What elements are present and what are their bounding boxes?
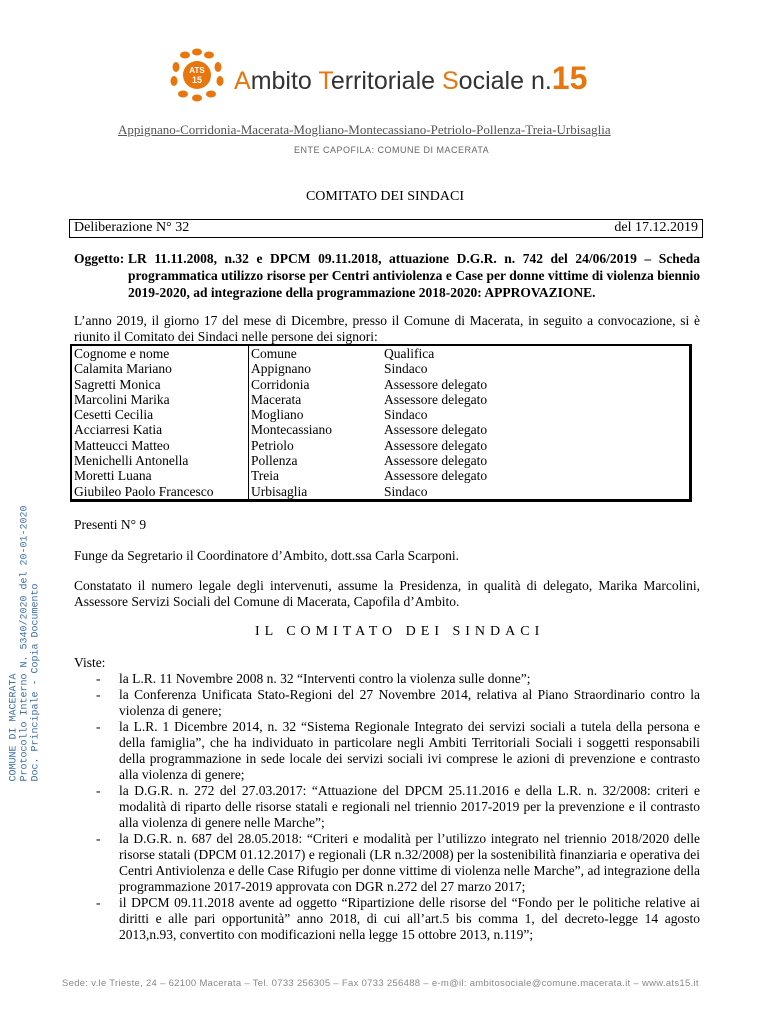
member-name: Calamita Mariano [72,361,249,376]
member-comune: Petriolo [251,437,294,453]
members-header-cell: Comune [251,346,297,361]
member-qualifica: Sindaco [384,407,428,423]
visti-item-text: la L.R. 1 Dicembre 2014, n. 32 “Sistema Regionale Integrato dei servizi sociali a tutela della persona e della famiglia”, che ha individuato in particolare negli Ambiti Territoriali Sociali i soggetti responsabili della programmazione in sede locale dei servizi sociali ivi comprese le azioni di prevenzione e contrasto alla violenza di genere; [119,719,700,782]
member-qualifica: Assessore delegato [384,376,488,392]
visti-item [74,895,700,943]
member-comune: Treia [251,468,280,484]
members-header-cell: Qualifica [384,346,435,361]
visti-label: Viste: [74,655,106,670]
header-capofila: ENTE CAPOFILA: COMUNE DI MACERATA [294,145,490,155]
list-dash: - [96,831,101,846]
member-qualifica: Sindaco [384,361,428,377]
member-name: Menichelli Antonella [72,453,249,468]
visti-item-text: la Conferenza Unificata Stato-Regioni del 27 Novembre 2014, relativa al Piano Straordinario contro la violenza di genere; [119,687,700,718]
member-name: Acciarresi Katia [72,422,249,437]
segretario: Funge da Segretario il Coordinatore d’Ambito, dott.ssa Carla Scarponi. [74,548,460,563]
visti-item [74,719,700,783]
member-qualifica: Assessore delegato [384,453,488,469]
constatato-paragraph: Constatato il numero legale degli intervenuti, assume la Presidenza, in qualità di delegato, Marika Marcolini, Assessore Servizi Sociali del Comune di Macerata, Capofila d’Ambito. [74,578,700,609]
members-row [72,422,688,437]
visti-item-text: la L.R. 11 Novembre 2008 n. 32 “Interventi contro la violenza sulle donne”; [119,671,531,686]
visti-item [74,671,700,687]
members-header-row [72,346,688,361]
oggetto-section [74,250,700,302]
document-heading: COMITATO DEI SINDACI [305,189,465,204]
header-towns: Appignano-Corridonia-Macerata-Mogliano-Montecassiano-Petriolo-Pollenza-Treia-Urbisaglia [118,122,611,137]
members-row [72,377,688,392]
member-comune: Mogliano [251,407,304,423]
member-name: Matteucci Matteo [72,438,249,453]
members-row [72,392,688,407]
visti-item-text: la D.G.R. n. 272 del 27.03.2017: “Attuazione del DPCM 25.11.2016 e della L.R. n. 32/2008: criteri e modalità di riparto delle risorse statali e regionali nel triennio 2017-2019 per la prevenzione e il contrasto alla violenza di genere nelle Marche”; [119,783,700,830]
member-qualifica: Assessore delegato [384,391,488,407]
member-comune: Corridonia [251,376,310,392]
member-qualifica: Assessore delegato [384,437,488,453]
members-row [72,361,688,376]
stamp-line-1: COMUNE DI MACERATA [8,673,20,782]
member-qualifica: Assessore delegato [384,468,488,484]
list-dash: - [96,783,101,798]
oggetto-text: LR 11.11.2008, n.32 e DPCM 09.11.2018, attuazione D.G.R. n. 742 del 24/06/2019 – Scheda programmatica utilizzo risorse per Centri antiviolenza e Case per donne vittime di violenza biennio 2019-2020, ad integrazione della programmazione 2018-2020: APPROVAZIONE. [128,251,700,300]
visti-item [74,831,700,895]
member-comune: Urbisaglia [251,483,308,499]
member-comune: Pollenza [251,453,298,469]
footer: Sede: v.le Trieste, 24 – 62100 Macerata – Tel. 0733 256305 – Fax 0733 256488 – e-m@il: ambitosociale@comune.macerata.it – www.ats15.it [62,978,699,989]
deliberazione-number: Deliberazione N° 32 [74,220,190,235]
members-row [72,453,688,468]
visti-list [74,671,700,943]
members-row [72,468,688,483]
deliberazione-box [69,219,703,238]
header-title: Ambito Territoriale Sociale n.15 [234,60,588,96]
member-qualifica: Sindaco [384,483,428,499]
protocol-stamp [9,222,42,782]
members-row [72,407,688,422]
visti-item [74,687,700,719]
stamp-line-2: Protocollo Interno N. 5340/2020 del 20-01-2020 [19,505,31,782]
list-dash: - [96,687,101,702]
intro-paragraph: L’anno 2019, il giorno 17 del mese di Dicembre, presso il Comune di Macerata, in seguito a convocazione, si è riunito il Comitato dei Sindaci nelle persone dei signori: [74,313,700,344]
list-dash: - [96,895,101,910]
visti-item-text: il DPCM 09.11.2018 avente ad oggetto “Ripartizione delle risorse del “Fondo per le politiche relative ai diritti e alle pari opportunità” anno 2018, di cui all’art.5 bis comma 1, del decreto-legge 14 agosto 2013,n.93, convertito con modificazioni nella legge 15 ottobre 2013, n.119”; [119,895,700,942]
oggetto-label: Oggetto: [74,251,125,266]
member-name: Giubileo Paolo Francesco [72,484,249,499]
member-comune: Appignano [251,361,311,377]
ats-logo-icon [168,47,226,103]
deliberazione-date: del 17.12.2019 [614,220,698,235]
members-table-wrapper [70,344,692,502]
member-comune: Macerata [251,391,302,407]
il-comitato-heading: IL COMITATO DEI SINDACI [255,624,545,639]
visti-item [74,783,700,831]
ats-logo [168,47,226,103]
members-row [72,438,688,453]
member-name: Cesetti Cecilia [72,407,249,422]
svg-text:ATS: ATS [189,66,205,75]
member-qualifica: Assessore delegato [384,422,488,438]
member-name: Marcolini Marika [72,392,249,407]
stamp-line-3: Doc. Principale - Copia Documento [30,583,42,782]
visti-item-text: la D.G.R. n. 687 del 28.05.2018: “Criteri e modalità per l’utilizzo integrato nel triennio 2018/2020 delle risorse statali (DPCM 01.12.2017) e regionali (LR n.32/2008) per la sostenibilità finanziaria e operativa dei Centri Antiviolenza e delle Case Rifugio per donne vittime di violenza nelle Marche”, ad integrazione della programmazione 2017-2019 approvata con DGR n.272 del 27 marzo 2017; [119,831,700,894]
members-row [72,484,688,499]
member-comune: Montecassiano [251,422,332,438]
list-dash: - [96,671,101,686]
svg-text:15: 15 [191,75,203,85]
members-table [72,346,689,499]
members-header-cell: Cognome e nome [72,346,249,361]
member-name: Moretti Luana [72,468,249,483]
member-name: Sagretti Monica [72,377,249,392]
presenti: Presenti N° 9 [74,517,147,532]
list-dash: - [96,719,101,734]
